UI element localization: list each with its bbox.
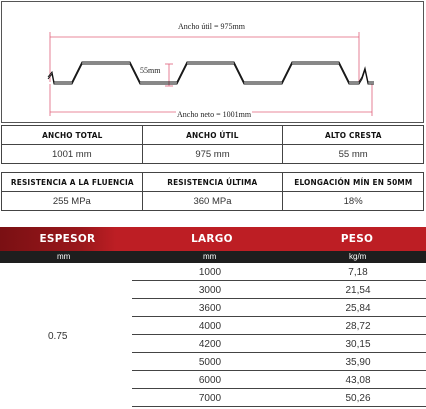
table-row <box>132 281 426 299</box>
largo-cell: 4000 <box>198 321 222 332</box>
table-row <box>132 299 426 317</box>
profile-outline <box>48 62 374 84</box>
table-row <box>132 353 426 371</box>
header-resistencia-ultima: RESISTENCIA ÚLTIMA <box>148 173 277 192</box>
header-ancho-total: ANCHO TOTAL <box>7 126 136 145</box>
value-resistencia-fluencia: 255 MPa <box>2 192 143 211</box>
specs-header-row <box>2 126 424 145</box>
value-ancho-total: 1001 mm <box>2 145 143 164</box>
table-row <box>132 263 426 281</box>
specs-value-row <box>2 192 424 211</box>
header-largo: LARGO <box>191 232 233 245</box>
header-peso: PESO <box>340 232 374 245</box>
largo-cell: 7000 <box>198 393 222 404</box>
peso-cell: 25,84 <box>345 303 371 314</box>
profile-drawing <box>1 1 424 123</box>
peso-cell: 28,72 <box>345 321 371 332</box>
table-row <box>132 317 426 335</box>
largo-cell: 1000 <box>198 267 222 278</box>
peso-cell: 21,54 <box>345 285 371 296</box>
table-row <box>132 389 426 407</box>
header-elongacion: ELONGACIÓN MÍN EN 50MM <box>288 173 417 192</box>
trapezoidal-profile-diagram <box>2 2 425 124</box>
ancho-util-label: Ancho útil = 975mm <box>178 22 245 31</box>
value-elongacion: 18% <box>283 192 424 211</box>
dimension-lines <box>50 32 372 116</box>
cresta-label: 55mm <box>140 66 161 75</box>
unit-peso: kg/m <box>349 252 367 261</box>
specs-header-row <box>2 173 424 192</box>
specs-value-row <box>2 145 424 164</box>
peso-cell: 43,08 <box>345 375 371 386</box>
peso-cell: 7,18 <box>348 267 368 278</box>
weights-rows <box>132 263 426 407</box>
value-ancho-util: 975 mm <box>142 145 283 164</box>
header-resistencia-fluencia: RESISTENCIA A LA FLUENCIA <box>7 173 136 192</box>
largo-cell: 4200 <box>198 339 222 350</box>
header-ancho-util: ANCHO ÚTIL <box>148 126 277 145</box>
value-alto-cresta: 55 mm <box>283 145 424 164</box>
thickness-value: 0.75 <box>48 331 68 342</box>
unit-espesor: mm <box>57 252 71 261</box>
peso-cell: 50,26 <box>345 393 371 404</box>
specs-table-dimensions <box>1 125 424 164</box>
header-espesor: ESPESOR <box>39 232 96 245</box>
largo-cell: 3000 <box>198 285 222 296</box>
peso-cell: 35,90 <box>345 357 371 368</box>
largo-cell: 5000 <box>198 357 222 368</box>
largo-cell: 6000 <box>198 375 222 386</box>
ancho-neto-label: Ancho neto = 1001mm <box>177 110 252 119</box>
largo-cell: 3600 <box>198 303 222 314</box>
header-alto-cresta: ALTO CRESTA <box>288 126 417 145</box>
peso-cell: 30,15 <box>345 339 371 350</box>
value-resistencia-ultima: 360 MPa <box>142 192 283 211</box>
specs-table-resistance <box>1 172 424 211</box>
unit-largo: mm <box>203 252 217 261</box>
table-row <box>132 335 426 353</box>
table-row <box>132 371 426 389</box>
